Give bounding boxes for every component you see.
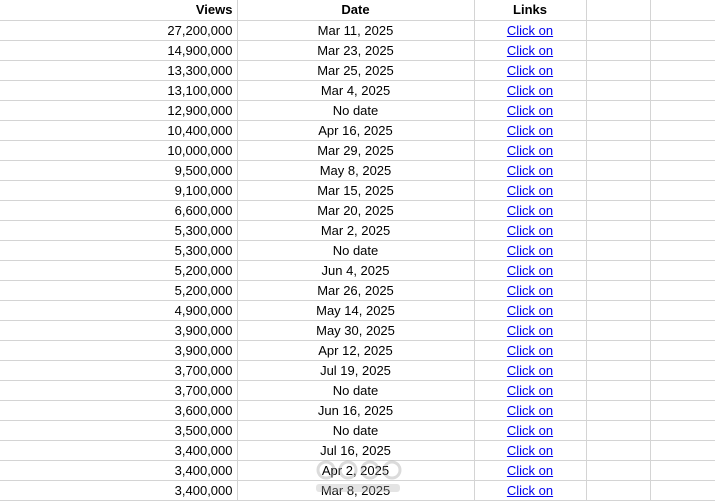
date-cell[interactable]: No date bbox=[237, 240, 474, 260]
link-cell[interactable] bbox=[474, 200, 586, 220]
empty-cell[interactable] bbox=[650, 0, 715, 20]
views-cell[interactable]: 4,900,000 bbox=[0, 300, 237, 320]
empty-cell[interactable] bbox=[650, 220, 715, 240]
date-cell[interactable]: Mar 2, 2025 bbox=[237, 220, 474, 240]
empty-cell[interactable] bbox=[650, 380, 715, 400]
table-row bbox=[0, 60, 715, 80]
table-row bbox=[0, 380, 715, 400]
table-row bbox=[0, 260, 715, 280]
click-on-link[interactable]: Click on bbox=[506, 82, 554, 98]
empty-cell[interactable] bbox=[586, 100, 650, 120]
views-cell[interactable]: 27,200,000 bbox=[0, 20, 237, 40]
views-cell[interactable]: 3,900,000 bbox=[0, 340, 237, 360]
date-cell[interactable]: Mar 25, 2025 bbox=[237, 60, 474, 80]
empty-cell[interactable] bbox=[586, 180, 650, 200]
click-on-link[interactable]: Click on bbox=[506, 482, 554, 498]
empty-cell[interactable] bbox=[650, 60, 715, 80]
header-row bbox=[0, 0, 715, 20]
click-on-link[interactable]: Click on bbox=[506, 402, 554, 418]
views-cell[interactable]: 3,400,000 bbox=[0, 460, 237, 480]
link-cell[interactable] bbox=[474, 440, 586, 460]
views-cell[interactable]: 13,100,000 bbox=[0, 80, 237, 100]
views-cell[interactable]: 5,300,000 bbox=[0, 220, 237, 240]
views-cell[interactable]: 14,900,000 bbox=[0, 40, 237, 60]
empty-cell[interactable] bbox=[650, 240, 715, 260]
empty-cell[interactable] bbox=[586, 280, 650, 300]
views-cell[interactable]: 3,700,000 bbox=[0, 380, 237, 400]
empty-cell[interactable] bbox=[586, 340, 650, 360]
empty-cell[interactable] bbox=[586, 200, 650, 220]
click-on-link[interactable]: Click on bbox=[506, 422, 554, 438]
header-links[interactable]: Links bbox=[474, 0, 586, 20]
empty-cell[interactable] bbox=[650, 200, 715, 220]
date-cell[interactable]: May 8, 2025 bbox=[237, 160, 474, 180]
table-row bbox=[0, 280, 715, 300]
views-cell[interactable]: 9,500,000 bbox=[0, 160, 237, 180]
empty-cell[interactable] bbox=[586, 120, 650, 140]
click-on-link[interactable]: Click on bbox=[506, 162, 554, 178]
views-cell[interactable]: 5,200,000 bbox=[0, 260, 237, 280]
empty-cell[interactable] bbox=[650, 80, 715, 100]
click-on-link[interactable]: Click on bbox=[506, 442, 554, 458]
empty-cell[interactable] bbox=[650, 480, 715, 500]
empty-cell[interactable] bbox=[586, 240, 650, 260]
empty-cell[interactable] bbox=[586, 40, 650, 60]
empty-cell[interactable] bbox=[650, 260, 715, 280]
table-row bbox=[0, 340, 715, 360]
date-cell[interactable]: Apr 12, 2025 bbox=[237, 340, 474, 360]
link-cell[interactable] bbox=[474, 180, 586, 200]
date-cell[interactable]: May 30, 2025 bbox=[237, 320, 474, 340]
views-cell[interactable]: 10,400,000 bbox=[0, 120, 237, 140]
empty-cell[interactable] bbox=[650, 360, 715, 380]
link-cell[interactable] bbox=[474, 380, 586, 400]
date-cell[interactable]: Mar 23, 2025 bbox=[237, 40, 474, 60]
table-row bbox=[0, 440, 715, 460]
views-cell[interactable]: 5,200,000 bbox=[0, 280, 237, 300]
date-cell[interactable]: Mar 20, 2025 bbox=[237, 200, 474, 220]
table-row bbox=[0, 120, 715, 140]
date-cell[interactable]: Jul 16, 2025 bbox=[237, 440, 474, 460]
click-on-link[interactable]: Click on bbox=[506, 462, 554, 478]
views-cell[interactable]: 5,300,000 bbox=[0, 240, 237, 260]
empty-cell[interactable] bbox=[650, 120, 715, 140]
empty-cell[interactable] bbox=[586, 160, 650, 180]
table-row bbox=[0, 180, 715, 200]
empty-cell[interactable] bbox=[650, 160, 715, 180]
link-cell[interactable] bbox=[474, 420, 586, 440]
empty-cell[interactable] bbox=[650, 140, 715, 160]
empty-cell[interactable] bbox=[650, 440, 715, 460]
table-row bbox=[0, 100, 715, 120]
date-cell[interactable]: No date bbox=[237, 380, 474, 400]
empty-cell[interactable] bbox=[650, 40, 715, 60]
empty-cell[interactable] bbox=[586, 360, 650, 380]
click-on-link[interactable]: Click on bbox=[506, 342, 554, 358]
link-cell[interactable] bbox=[474, 40, 586, 60]
link-cell[interactable] bbox=[474, 220, 586, 240]
empty-cell[interactable] bbox=[586, 320, 650, 340]
empty-cell[interactable] bbox=[650, 340, 715, 360]
empty-cell[interactable] bbox=[586, 300, 650, 320]
link-cell[interactable] bbox=[474, 320, 586, 340]
click-on-link[interactable]: Click on bbox=[506, 42, 554, 58]
empty-cell[interactable] bbox=[586, 60, 650, 80]
click-on-link[interactable]: Click on bbox=[506, 182, 554, 198]
click-on-link[interactable]: Click on bbox=[506, 142, 554, 158]
link-cell[interactable] bbox=[474, 340, 586, 360]
date-cell[interactable]: Apr 16, 2025 bbox=[237, 120, 474, 140]
table-row bbox=[0, 20, 715, 40]
link-cell[interactable] bbox=[474, 300, 586, 320]
empty-cell[interactable] bbox=[650, 300, 715, 320]
table-row bbox=[0, 460, 715, 480]
click-on-link[interactable]: Click on bbox=[506, 122, 554, 138]
views-cell[interactable]: 3,500,000 bbox=[0, 420, 237, 440]
link-cell[interactable] bbox=[474, 360, 586, 380]
views-cell[interactable]: 3,600,000 bbox=[0, 400, 237, 420]
views-cell[interactable]: 3,700,000 bbox=[0, 360, 237, 380]
link-cell[interactable] bbox=[474, 400, 586, 420]
date-cell[interactable]: Mar 8, 2025 bbox=[237, 480, 474, 500]
link-cell[interactable] bbox=[474, 460, 586, 480]
empty-cell[interactable] bbox=[650, 400, 715, 420]
views-cell[interactable]: 6,600,000 bbox=[0, 200, 237, 220]
table-row bbox=[0, 220, 715, 240]
table-row bbox=[0, 160, 715, 180]
views-cell[interactable]: 3,400,000 bbox=[0, 480, 237, 500]
date-cell[interactable]: Mar 26, 2025 bbox=[237, 280, 474, 300]
click-on-link[interactable]: Click on bbox=[506, 282, 554, 298]
views-cell[interactable]: 12,900,000 bbox=[0, 100, 237, 120]
click-on-link[interactable]: Click on bbox=[506, 22, 554, 38]
views-cell[interactable]: 13,300,000 bbox=[0, 60, 237, 80]
empty-cell[interactable] bbox=[586, 420, 650, 440]
empty-cell[interactable] bbox=[586, 440, 650, 460]
table-row bbox=[0, 400, 715, 420]
views-cell[interactable]: 3,400,000 bbox=[0, 440, 237, 460]
date-cell[interactable]: Apr 2, 2025 bbox=[237, 460, 474, 480]
date-cell[interactable]: Jun 16, 2025 bbox=[237, 400, 474, 420]
date-cell[interactable]: May 14, 2025 bbox=[237, 300, 474, 320]
table-row bbox=[0, 40, 715, 60]
empty-cell[interactable] bbox=[586, 480, 650, 500]
empty-cell[interactable] bbox=[650, 280, 715, 300]
empty-cell[interactable] bbox=[586, 400, 650, 420]
date-cell[interactable]: No date bbox=[237, 420, 474, 440]
empty-cell[interactable] bbox=[650, 100, 715, 120]
date-cell[interactable]: Mar 11, 2025 bbox=[237, 20, 474, 40]
link-cell[interactable] bbox=[474, 260, 586, 280]
date-cell[interactable]: Mar 15, 2025 bbox=[237, 180, 474, 200]
empty-cell[interactable] bbox=[650, 20, 715, 40]
views-cell[interactable]: 3,900,000 bbox=[0, 320, 237, 340]
table-row bbox=[0, 80, 715, 100]
click-on-link[interactable]: Click on bbox=[506, 362, 554, 378]
empty-cell[interactable] bbox=[586, 80, 650, 100]
link-cell[interactable] bbox=[474, 80, 586, 100]
views-cell[interactable]: 9,100,000 bbox=[0, 180, 237, 200]
table-row bbox=[0, 240, 715, 260]
table-row bbox=[0, 300, 715, 320]
views-cell[interactable]: 10,000,000 bbox=[0, 140, 237, 160]
click-on-link[interactable]: Click on bbox=[506, 382, 554, 398]
link-cell[interactable] bbox=[474, 160, 586, 180]
link-cell[interactable] bbox=[474, 60, 586, 80]
link-cell[interactable] bbox=[474, 100, 586, 120]
date-cell[interactable]: No date bbox=[237, 100, 474, 120]
link-cell[interactable] bbox=[474, 480, 586, 500]
empty-cell[interactable] bbox=[650, 320, 715, 340]
date-cell[interactable]: Mar 4, 2025 bbox=[237, 80, 474, 100]
date-cell[interactable]: Jun 4, 2025 bbox=[237, 260, 474, 280]
link-cell[interactable] bbox=[474, 120, 586, 140]
table-row bbox=[0, 200, 715, 220]
empty-cell[interactable] bbox=[586, 140, 650, 160]
link-cell[interactable] bbox=[474, 20, 586, 40]
click-on-link[interactable]: Click on bbox=[506, 222, 554, 238]
empty-cell[interactable] bbox=[650, 460, 715, 480]
link-cell[interactable] bbox=[474, 240, 586, 260]
table-row bbox=[0, 360, 715, 380]
empty-cell[interactable] bbox=[586, 260, 650, 280]
empty-cell[interactable] bbox=[586, 0, 650, 20]
empty-cell[interactable] bbox=[586, 380, 650, 400]
table-row bbox=[0, 420, 715, 440]
empty-cell[interactable] bbox=[586, 460, 650, 480]
table-row bbox=[0, 480, 715, 500]
table-row bbox=[0, 320, 715, 340]
click-on-link[interactable]: Click on bbox=[506, 102, 554, 118]
link-cell[interactable] bbox=[474, 140, 586, 160]
table-row bbox=[0, 140, 715, 160]
header-views[interactable]: Views bbox=[0, 0, 237, 20]
empty-cell[interactable] bbox=[650, 420, 715, 440]
click-on-link[interactable]: Click on bbox=[506, 62, 554, 78]
click-on-link[interactable]: Click on bbox=[506, 302, 554, 318]
link-cell[interactable] bbox=[474, 280, 586, 300]
empty-cell[interactable] bbox=[586, 220, 650, 240]
click-on-link[interactable]: Click on bbox=[506, 262, 554, 278]
click-on-link[interactable]: Click on bbox=[506, 322, 554, 338]
date-cell[interactable]: Jul 19, 2025 bbox=[237, 360, 474, 380]
header-date[interactable]: Date bbox=[237, 0, 474, 20]
click-on-link[interactable]: Click on bbox=[506, 242, 554, 258]
empty-cell[interactable] bbox=[586, 20, 650, 40]
empty-cell[interactable] bbox=[650, 180, 715, 200]
date-cell[interactable]: Mar 29, 2025 bbox=[237, 140, 474, 160]
click-on-link[interactable]: Click on bbox=[506, 202, 554, 218]
